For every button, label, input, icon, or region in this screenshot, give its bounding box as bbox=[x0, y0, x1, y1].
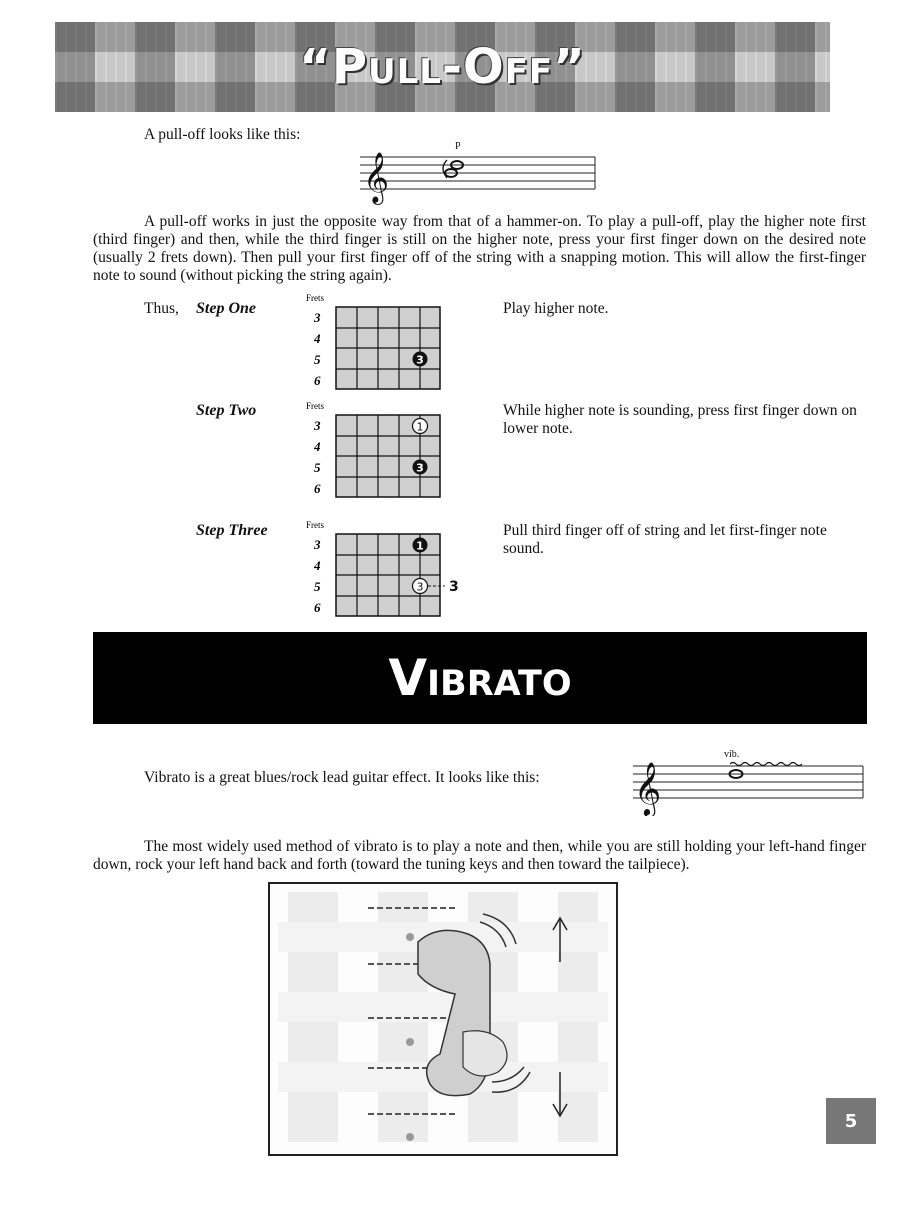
fretboard-step-two bbox=[300, 398, 480, 498]
svg-text:4: 4 bbox=[314, 331, 321, 346]
vibrato-banner bbox=[93, 632, 867, 724]
svg-text:3: 3 bbox=[416, 461, 424, 475]
svg-text:6: 6 bbox=[314, 600, 321, 615]
svg-text:1: 1 bbox=[416, 420, 424, 434]
fretboard-step-one bbox=[300, 290, 480, 390]
svg-text:1: 1 bbox=[416, 539, 424, 553]
svg-text:Frets: Frets bbox=[306, 293, 324, 303]
step-one-label: Step One bbox=[196, 300, 256, 317]
pull-off-intro: A pull-off looks like this: bbox=[144, 126, 301, 143]
vibrato-staff bbox=[628, 744, 868, 816]
svg-text:4: 4 bbox=[314, 558, 321, 573]
svg-text:Frets: Frets bbox=[306, 520, 324, 530]
vibrato-paragraph: The most widely used method of vibrato is to play a note and then, while you are still holding your left-hand finger down, rock your left hand back and forth (toward the tuning keys and then toward the tailpiece). bbox=[93, 838, 866, 873]
page-number: 5 bbox=[826, 1098, 876, 1144]
svg-text:5: 5 bbox=[314, 460, 321, 475]
svg-text:3: 3 bbox=[416, 353, 424, 367]
vibrato-mark: vib. bbox=[724, 749, 740, 760]
svg-text:3: 3 bbox=[314, 418, 321, 433]
vibrato-hand-illustration bbox=[268, 882, 618, 1156]
step-three-label: Step Three bbox=[196, 522, 268, 539]
treble-clef-icon: 𝄞 bbox=[634, 761, 662, 815]
step-one-description: Play higher note. bbox=[503, 300, 609, 317]
svg-text:Frets: Frets bbox=[306, 401, 324, 411]
vibrato-title: Vibrato bbox=[388, 649, 572, 707]
svg-text:5: 5 bbox=[314, 579, 321, 594]
svg-text:4: 4 bbox=[314, 439, 321, 454]
step-three-description: Pull third finger off of string and let first-finger note sound. bbox=[503, 522, 827, 557]
pull-off-staff bbox=[355, 140, 600, 205]
step-two-description: While higher note is sounding, press first finger down on lower note. bbox=[503, 402, 857, 437]
pull-off-title: “Pull-Off” bbox=[299, 39, 586, 95]
svg-text:3: 3 bbox=[416, 580, 424, 594]
svg-text:3: 3 bbox=[314, 537, 321, 552]
fretboard-step-three bbox=[300, 517, 480, 619]
string-number-marker: 3 bbox=[449, 579, 459, 595]
svg-text:3: 3 bbox=[314, 310, 321, 325]
thus-label: Thus, bbox=[144, 300, 179, 317]
vibrato-intro: Vibrato is a great blues/rock lead guitar effect. It looks like this: bbox=[144, 769, 540, 786]
svg-text:6: 6 bbox=[314, 481, 321, 496]
pull-off-mark: P bbox=[455, 141, 461, 152]
treble-clef-icon: 𝄞 bbox=[363, 152, 390, 203]
pull-off-banner bbox=[55, 22, 830, 112]
svg-text:6: 6 bbox=[314, 373, 321, 388]
svg-text:5: 5 bbox=[314, 352, 321, 367]
step-two-label: Step Two bbox=[196, 402, 257, 419]
pull-off-paragraph: A pull-off works in just the opposite way from that of a hammer-on. To play a pull-off, play the higher note first (third finger) and then, while the third finger is still on the higher note, press your first finger down on the desired note (usually 2 frets down). Then pull your first finger off of the string with a snapping motion. This will allow the first-finger note to sound (without picking the string again). bbox=[93, 213, 866, 284]
vibrato-wavy-line bbox=[730, 763, 802, 766]
